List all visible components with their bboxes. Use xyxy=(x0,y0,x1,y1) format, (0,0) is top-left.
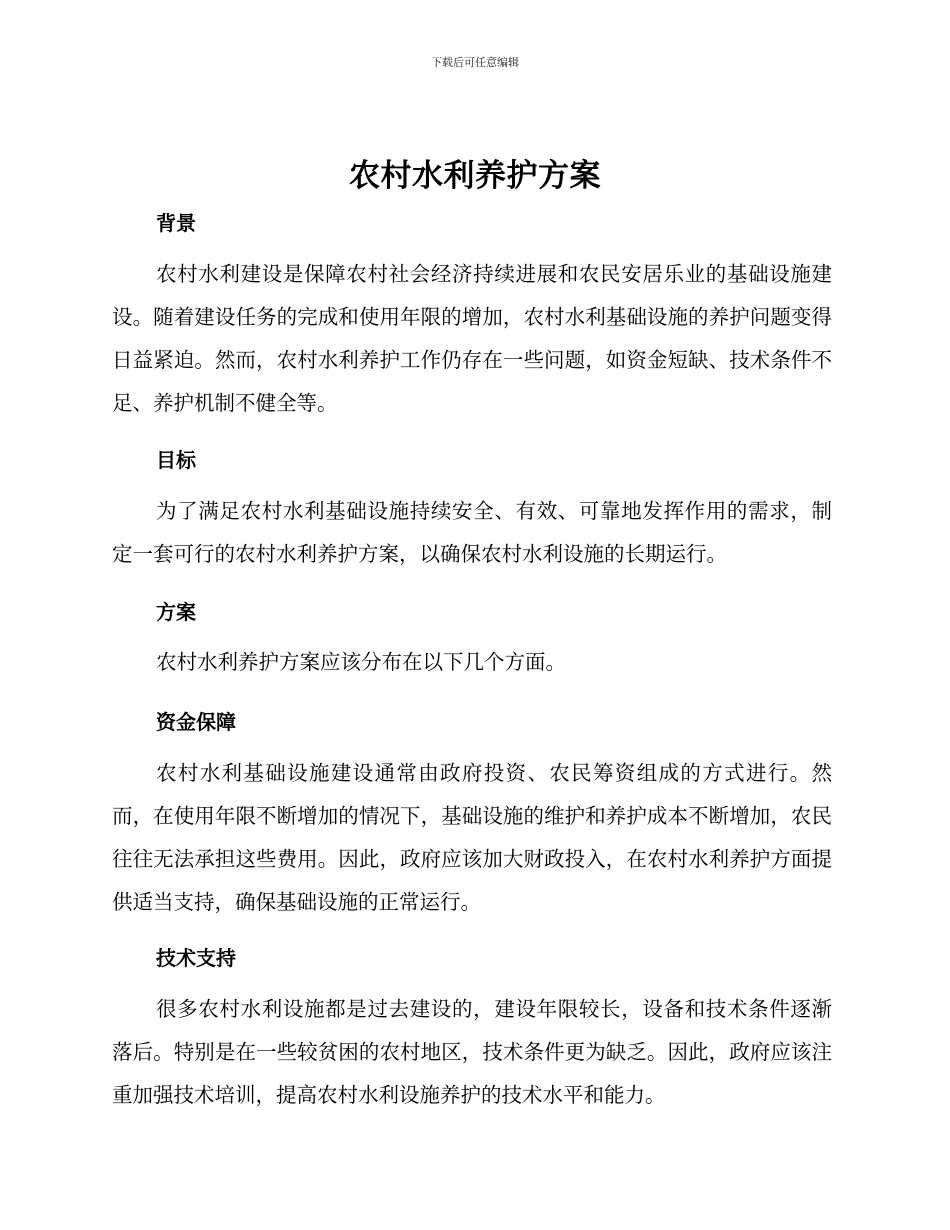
section-text-goal: 为了满足农村水利基础设施持续安全、有效、可靠地发挥作用的需求，制定一套可行的农村水利养护方案，以确保农村水利设施的长期运行。 xyxy=(112,499,832,566)
section-text-background: 农村水利建设是保障农村社会经济持续进展和农民安居乐业的基础设施建设。随着建设任务的完成和使用年限的增加，农村水利基础设施的养护问题变得日益紧迫。然而，农村水利养护工作仍存在一些问题，如资金短缺、技术条件不足、养护机制不健全等。 xyxy=(112,262,832,415)
section-heading-plan: 方案 xyxy=(156,600,196,624)
document-title: 农村水利养护方案 xyxy=(349,158,601,194)
section-text-technical: 很多农村水利设施都是过去建设的，建设年限较长，设备和技术条件逐渐落后。特别是在一些较贫困的农村地区，技术条件更为缺乏。因此，政府应该注重加强技术培训，提高农村水利设施养护的技术水平和能力。 xyxy=(112,997,832,1107)
section-text-plan: 农村水利养护方案应该分布在以下几个方面。 xyxy=(156,650,566,674)
header-note: 下载后可任意编辑 xyxy=(431,56,519,69)
section-text-funding: 农村水利基础设施建设通常由政府投资、农民筹资组成的方式进行。然而，在使用年限不断增加的情况下，基础设施的维护和养护成本不断增加，农民往往无法承担这些费用。因此，政府应该加大财政投入，在农村水利养护方面提供适当支持，确保基础设施的正常运行。 xyxy=(112,761,832,914)
section-heading-background: 背景 xyxy=(156,211,196,235)
section-heading-funding: 资金保障 xyxy=(156,710,236,734)
section-heading-technical: 技术支持 xyxy=(156,946,236,970)
section-heading-goal: 目标 xyxy=(156,448,196,472)
